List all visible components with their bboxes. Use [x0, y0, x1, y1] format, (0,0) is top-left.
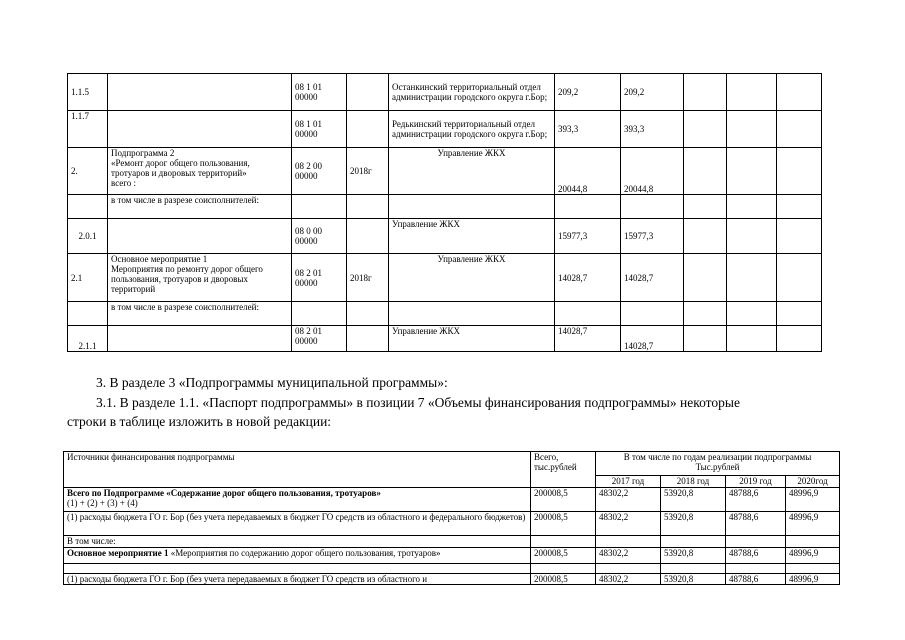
header-year: 2018 год	[661, 476, 726, 488]
row-year	[347, 111, 389, 148]
row-total: 200008,5	[531, 548, 596, 564]
table-row	[64, 564, 840, 574]
row-year-value: 48996,9	[786, 512, 840, 536]
table-row	[64, 574, 840, 585]
funding-by-executor-table	[67, 73, 822, 352]
row-year-value: 48302,2	[596, 574, 661, 585]
row-executor: Управление ЖКХ	[389, 219, 555, 254]
budget-code: 08 2 01 00000	[292, 326, 347, 352]
table-row	[68, 326, 822, 352]
row-executor: Управление ЖКХ	[389, 148, 555, 195]
header-year: 2019 год	[726, 476, 786, 488]
row-source	[64, 536, 531, 548]
row-year	[347, 326, 389, 352]
section-3-1-paragraph-continued: строки в таблице изложить в новой редакции:	[67, 414, 332, 429]
row-amount-total: 14028,7	[555, 326, 621, 352]
row-year-value: 48996,9	[786, 548, 840, 564]
row-amount-total: 15977,3	[555, 219, 621, 254]
row-year	[347, 219, 389, 254]
row-year-value: 48788,6	[726, 512, 786, 536]
row-year	[347, 74, 389, 111]
row-source	[64, 574, 531, 585]
row-year-value: 53920,8	[661, 488, 726, 512]
row-amount-year: 14028,7	[621, 326, 684, 352]
row-number: 2.1.1	[68, 326, 108, 352]
row-year-value: 48788,6	[726, 548, 786, 564]
row-year-value: 48788,6	[726, 574, 786, 585]
budget-code: 08 1 01 00000	[292, 111, 347, 148]
row-year-value: 53920,8	[661, 548, 726, 564]
row-executor: Редькинский территориальный отдел администрации городского округа г.Бор;	[389, 111, 555, 148]
table-row	[68, 74, 822, 111]
table-row	[68, 195, 822, 219]
row-executor: Управление ЖКХ	[389, 326, 555, 352]
table-row	[68, 302, 822, 326]
row-total: 200008,5	[531, 512, 596, 536]
table-row	[68, 111, 822, 148]
row-amount-year: 20044,8	[621, 148, 684, 195]
row-source	[64, 548, 531, 564]
section-3-1-paragraph: 3.1. В разделе 1.1. «Паспорт подпрограммы» в позиции 7 «Объемы финансирования подпрограммы» некоторые	[96, 395, 740, 410]
row-name: Основное мероприятие 1 Мероприятия по ремонту дорог общего пользования, тротуаров и дворовых территорий	[108, 254, 292, 302]
row-executor: Управление ЖКХ	[389, 254, 555, 302]
header-source: Источники финансирования подпрограммы	[64, 452, 531, 488]
row-number	[68, 195, 108, 219]
table-row	[64, 488, 840, 512]
header-total: Всего, тыс.рублей	[531, 452, 596, 488]
row-source-text: (1) расходы бюджета ГО г. Бор (без учета передаваемых в бюджет ГО средств из областного и	[67, 574, 428, 584]
row-source-text: В том числе:	[67, 536, 116, 546]
row-source	[64, 512, 531, 536]
row-year-value: 48302,2	[596, 548, 661, 564]
row-total: 200008,5	[531, 488, 596, 512]
row-name: в том числе в разрезе соисполнителей:	[108, 302, 292, 326]
row-amount-total: 20044,8	[555, 148, 621, 195]
budget-code: 08 2 01 00000	[292, 254, 347, 302]
table-header-row	[64, 452, 840, 476]
row-year-value: 48788,6	[726, 488, 786, 512]
row-number	[68, 302, 108, 326]
row-name: Подпрограмма 2 «Ремонт дорог общего пользования, тротуаров и дворовых территорий» всего :	[108, 148, 292, 195]
row-total: 200008,5	[531, 574, 596, 585]
row-name	[108, 111, 292, 148]
row-source-bold: Всего по Подпрограмме «Содержание дорог общего пользования, тротуаров»	[67, 488, 381, 498]
budget-code: 08 1 01 00000	[292, 74, 347, 111]
table-row	[68, 254, 822, 302]
row-year-value: 48996,9	[786, 574, 840, 585]
table-row	[64, 548, 840, 564]
section-3-heading: 3. В разделе 3 «Подпрограммы муниципальной программы»:	[96, 375, 448, 390]
row-amount-year: 209,2	[621, 74, 684, 111]
row-name	[108, 326, 292, 352]
row-year-value: 53920,8	[661, 512, 726, 536]
table-row	[64, 536, 840, 548]
row-number: 1.1.7	[68, 111, 108, 148]
row-amount-total: 14028,7	[555, 254, 621, 302]
row-amount-year: 15977,3	[621, 219, 684, 254]
row-amount-year: 393,3	[621, 111, 684, 148]
row-amount-total: 209,2	[555, 74, 621, 111]
row-source-text: (1) расходы бюджета ГО г. Бор (без учета передаваемых в бюджет ГО средств из областного и федерального бюджетов)	[67, 512, 526, 522]
header-years-group: В том числе по годам реализации подпрограммы Тыс.рублей	[596, 452, 840, 476]
row-source-text: «Мероприятия по содержанию дорог общего пользования, тротуаров»	[168, 548, 441, 558]
row-year-value: 48302,2	[596, 488, 661, 512]
header-year: 2020год	[786, 476, 840, 488]
row-year-value: 48302,2	[596, 512, 661, 536]
row-name	[108, 74, 292, 111]
row-year: 2018г	[347, 148, 389, 195]
row-year: 2018г	[347, 254, 389, 302]
row-number: 2.1	[68, 254, 108, 302]
row-source-bold: Основное мероприятие 1	[67, 548, 169, 558]
row-source-text: (1) + (2) + (3) + (4)	[67, 498, 138, 508]
row-year-value: 48996,9	[786, 488, 840, 512]
subprogram-financing-table	[63, 451, 840, 585]
budget-code: 08 0 00 00000	[292, 219, 347, 254]
header-year: 2017 год	[596, 476, 661, 488]
table-row	[64, 512, 840, 536]
row-name: в том числе в разрезе соисполнителей:	[108, 195, 292, 219]
row-executor: Останкинский территориальный отдел администрации городского округа г.Бор;	[389, 74, 555, 111]
row-number: 2.	[68, 148, 108, 195]
row-year-value: 53920,8	[661, 574, 726, 585]
row-name	[108, 219, 292, 254]
row-amount-total: 393,3	[555, 111, 621, 148]
row-amount-year: 14028,7	[621, 254, 684, 302]
budget-code: 08 2 00 00000	[292, 148, 347, 195]
row-number: 2.0.1	[68, 219, 108, 254]
row-number: 1.1.5	[68, 74, 108, 111]
row-source	[64, 488, 531, 512]
table-row	[68, 219, 822, 254]
table-row	[68, 148, 822, 195]
